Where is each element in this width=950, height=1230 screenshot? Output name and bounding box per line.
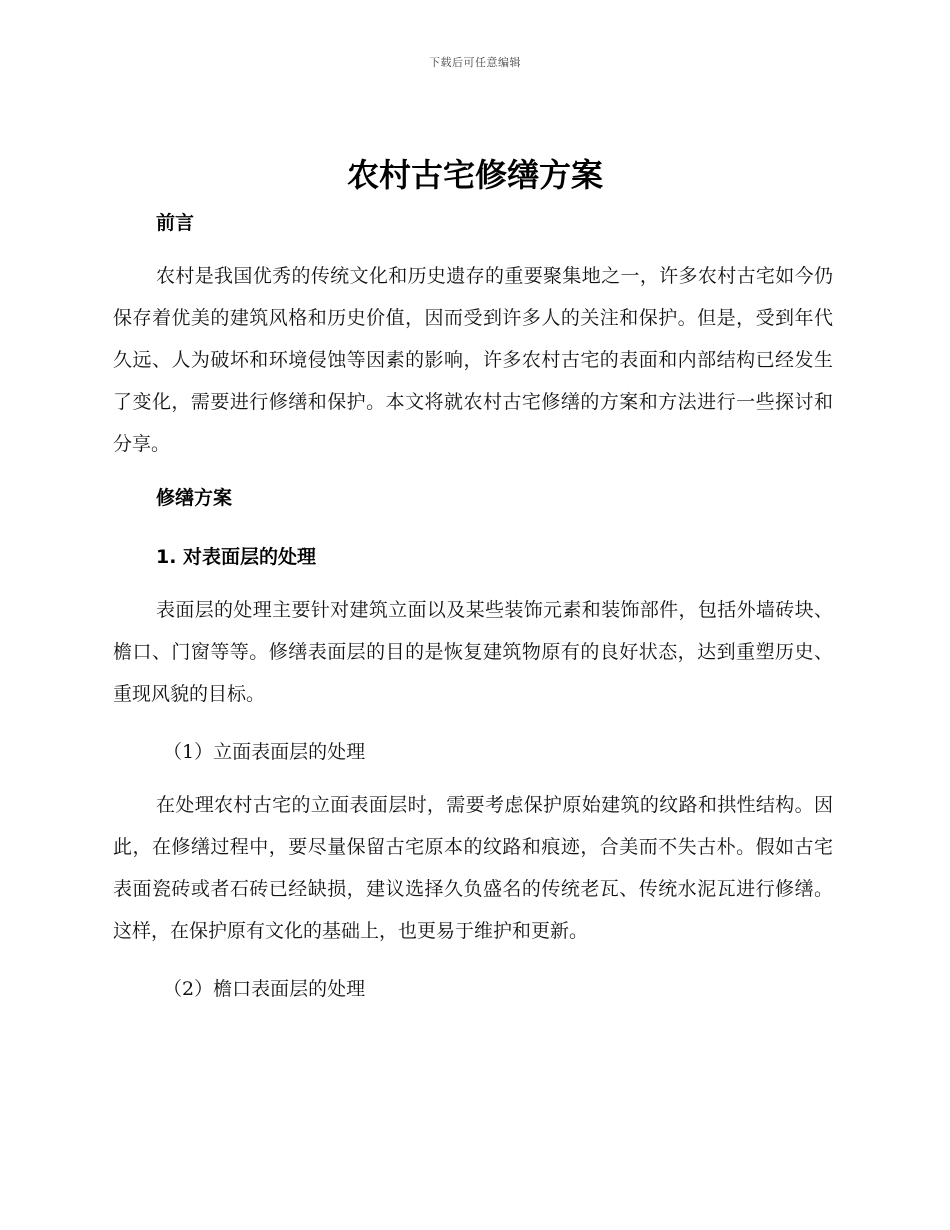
- plan-heading: 修缮方案: [156, 487, 233, 509]
- sub1-heading: （1）立面表面层的处理: [163, 741, 366, 763]
- document-title: 农村古宅修缮方案: [346, 156, 603, 194]
- sub1-paragraph: 在处理农村古宅的立面表面层时，需要考虑保护原始建筑的纹路和拱性结构。因此，在修缮过程中，要尽量保留古宅原本的纹路和痕迹，合美而不失古朴。假如古宅表面瓷砖或者石砖已经缺损，建议选择久负盛名的传统老瓦、传统水泥瓦进行修缮。这样，在保护原有文化的基础上，也更易于维护和更新。: [113, 794, 833, 942]
- preface-paragraph: 农村是我国优秀的传统文化和历史遗存的重要聚集地之一，许多农村古宅如今仍保存着优美的建筑风格和历史价值，因而受到许多人的关注和保护。但是，受到年代久远、人为破坏和环境侵蚀等因素的影响，许多农村古宅的表面和内部结构已经发生了变化，需要进行修缮和保护。本文将就农村古宅修缮的方案和方法进行一些探讨和分享。: [113, 265, 833, 455]
- section1-heading: 1. 对表面层的处理: [156, 546, 317, 568]
- preface-heading: 前言: [156, 212, 195, 234]
- page-header-note: 下载后可任意编辑: [429, 56, 521, 69]
- document-body: [113, 200, 833, 1001]
- sub2-heading: （2）檐口表面层的处理: [163, 978, 366, 1000]
- section1-paragraph: 表面层的处理主要针对建筑立面以及某些装饰元素和装饰部件，包括外墙砖块、檐口、门窗等等。修缮表面层的目的是恢复建筑物原有的良好状态，达到重塑历史、重现风貌的目标。: [113, 599, 833, 705]
